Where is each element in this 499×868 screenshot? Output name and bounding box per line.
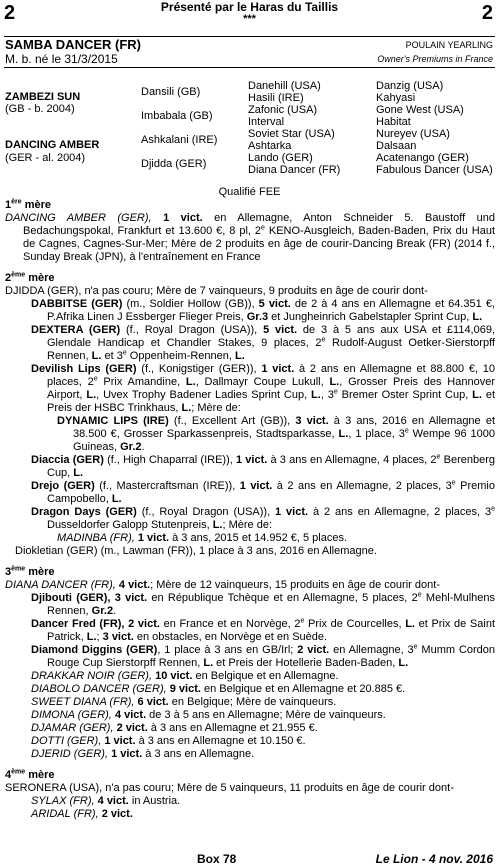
produce-entry: DOTTI (GER), 1 vict. à 3 ans en Allemagne et 10.150 €. (31, 735, 306, 747)
pedigree-gen4: Gone West (USA) (376, 104, 464, 116)
produce-entry: DEXTERA (GER) (f., Royal Dragon (USA)), 5 vict. de 3 à 5 ans aux USA et £114,069, Glendale Handicap et Chandler Stakes, 9 places, 2e Rudolf-August Oetker-Sierstorpff Rennen, L. et 3e Oppenheim-Rennen, L. (31, 324, 496, 362)
horse-name: SAMBA DANCER (FR) (5, 37, 142, 52)
produce-entry: Dancer Fred (FR), 2 vict. en France et en Norvège, 2e Prix de Courcelles, L. et Prix de Saint Patrick, L.; 3 vict. en obstacles, en Norvège et en Suède. (31, 617, 495, 643)
produce-entry: DABBITSE (GER) (m., Soldier Hollow (GB)), 5 vict. de 2 à 4 ans en Allemagne et 64.351 €, P.Afrika Linen J Essberger Flieger Preis, Gr.3 et Jungheinrich Gabelstapler Sprint Cup, L. (31, 298, 495, 323)
pedigree-gen3: Interval (248, 116, 285, 128)
section-title: 3ème mère (5, 565, 55, 578)
pedigree-gen3: Lando (GER) (248, 152, 313, 164)
section-title: 2ème mère (5, 271, 55, 284)
produce-entry: Djibouti (GER), 3 vict. en République Tchèque et en Allemagne, 5 places, 2e Mehl-Mulhens Rennen, Gr.2. (31, 591, 495, 617)
produce-entry: Dragon Days (GER) (f., Royal Dragon (USA)), 1 vict. à 2 ans en Allemagne, 2 places, 3e Dusseldorfer Galopp Stutenpreis, L.; Mère de: (31, 505, 495, 531)
produce-entry: Drejo (GER) (f., Mastercraftsman (IRE)), 1 vict. à 2 ans en Allemagne, 2 places, 3e Premio Campobello, L. (31, 479, 495, 505)
produce-entry: Diaccia (GER) (f., High Chaparral (IRE)), 1 vict. à 3 ans en Allemagne, 4 places, 2e Berenberg Cup, L. (31, 453, 496, 479)
produce-entry: DJERID (GER), 1 vict. à 3 ans en Allemagne. (31, 748, 255, 760)
category: POULAIN YEARLING (405, 40, 493, 50)
section-title: 1ère mère (5, 198, 51, 211)
pedigree-gen4: Nureyev (USA) (376, 128, 450, 140)
produce-entry: DIMONA (GER), 4 vict. de 3 à 5 ans en Allemagne; Mère de vainqueurs. (31, 709, 386, 721)
produce-entry: DIABOLO DANCER (GER), 9 vict. en Belgique et en Allemagne et 20.885 €. (31, 683, 406, 695)
produce-entry: DYNAMIC LIPS (IRE) (f., Excellent Art (GB)), 3 vict. à 3 ans, 2016 en Allemagne et 38.500 €, Grosser Sparkassenpreis, Stadtsparkasse, L., 1 place, 3e Wempe 96 1000 Guineas, Gr.2. (57, 415, 495, 453)
dam-entry: DANCING AMBER (GER), 1 vict. en Allemagne, Anton Schneider 5. Baustoff und Bedachungspokal, Frankfurt et 13.600 €, 8 pl, 2e KENO-Ausgleich, Baden-Baden, Prix du Haut de Cagnes, Cagnes-Sur-Mer; Mère de 2 produits en âge de courir-Dancing Break (FR) (2014 f., Sunday Break (JPN), à l'entraînement en France (5, 212, 496, 263)
presented-by: Présenté par le Haras du Taillis (160, 0, 339, 14)
section-title: 4ème mère (5, 768, 55, 781)
pedigree-gen3: Diana Dancer (FR) (248, 164, 341, 176)
dam-line-body (5, 199, 495, 821)
sire-desc: (GB - b. 2004) (5, 103, 75, 115)
pedigree-gen2: Djidda (GER) (141, 158, 207, 170)
sale-info: Owner's Premiums in France (377, 54, 493, 64)
sire: ZAMBEZI SUN (5, 91, 81, 103)
produce-entry: SYLAX (FR), 4 vict. in Austria. (31, 795, 181, 807)
produce-entry: MADINBA (FR), 1 vict. à 3 ans, 2015 et 14.952 €, 5 places. (57, 532, 348, 544)
pedigree-gen3: Ashtarka (248, 140, 292, 152)
pedigree-gen4: Dalsaan (376, 140, 417, 152)
produce-entry: SWEET DIANA (FR), 6 vict. en Belgique; Mère de vainqueurs. (31, 696, 337, 708)
produce-entry: DRAKKAR NOIR (GER), 10 vict. en Belgique et en Allemagne. (31, 670, 339, 682)
produce-entry: ARIDAL (FR), 2 vict. (31, 808, 133, 820)
produce-entry: Diamond Diggins (GER), 1 place à 3 ans en GB/Irl; 2 vict. en Allemagne, 3e Mumm Cordon Rouge Cup Sierstorpff Rennen, L. et Preis der Hotellerie Baden-Baden, L. (31, 643, 495, 669)
produce-entry: Diokletian (GER) (m., Lawman (FR)), 1 place à 3 ans, 2016 en Allemagne. (15, 545, 377, 557)
pedigree-gen4: Acatenango (GER) (376, 152, 469, 164)
dam-entry: SERONERA (USA), n'a pas couru; Mère de 5 vainqueurs, 11 produits en âge de courir dont- (5, 782, 454, 794)
pedigree-gen4: Fabulous Dancer (USA) (376, 164, 493, 176)
pedigree-gen3: Soviet Star (USA) (248, 128, 335, 140)
pedigree-gen2: Dansili (GB) (141, 86, 201, 98)
pedigree-gen4: Habitat (376, 116, 411, 128)
dam-desc: (GER - al. 2004) (5, 152, 86, 164)
pedigree-gen3: Danehill (USA) (248, 80, 321, 92)
pedigree-gen3: Hasili (IRE) (248, 92, 304, 104)
lot-number-left: 2 (4, 2, 16, 24)
footer-sale-date: Le Lion - 4 nov. 2016 (375, 852, 493, 866)
footer-box: Box 78 (197, 852, 237, 866)
pedigree-gen4: Kahyasi (376, 92, 416, 104)
pedigree-gen2: Imbabala (GB) (141, 110, 213, 122)
produce-entry: Devilish Lips (GER) (f., Konigstiger (GER)), 1 vict. à 2 ans en Allemagne et 88.800 €, 10 places, 2e Prix Amandine, L., Dallmayr Coupe Lukull, L., Grosser Preis des Hannover Airport, L., Uvex Trophy Badener Ladies Sprint Cup, L., 3e Bremer Oster Sprint Cup, L. et Preis der HSBC Trinkhaus, L.; Mère de: (31, 363, 496, 414)
produce-entry: DJAMAR (GER), 2 vict. à 3 ans en Allemagne et 21.955 €. (31, 722, 318, 734)
lot-number-right: 2 (481, 2, 493, 24)
dam-entry: DIANA DANCER (FR), 4 vict.; Mère de 12 vainqueurs, 15 produits en âge de courir dont- (5, 579, 440, 591)
stars: *** (243, 13, 256, 25)
pedigree-gen3: Zafonic (USA) (248, 104, 318, 116)
divider-bottom (4, 67, 495, 68)
dam-entry: DJIDDA (GER), n'a pas couru; Mère de 7 vainqueurs, 9 produits en âge de courir dont- (5, 285, 428, 297)
pedigree-gen2: Ashkalani (IRE) (141, 134, 218, 146)
qualifie: Qualifié FEE (218, 186, 281, 198)
horse-description: M. b. né le 31/3/2015 (5, 52, 118, 66)
dam: DANCING AMBER (5, 139, 100, 151)
pedigree-gen4: Danzig (USA) (376, 80, 444, 92)
